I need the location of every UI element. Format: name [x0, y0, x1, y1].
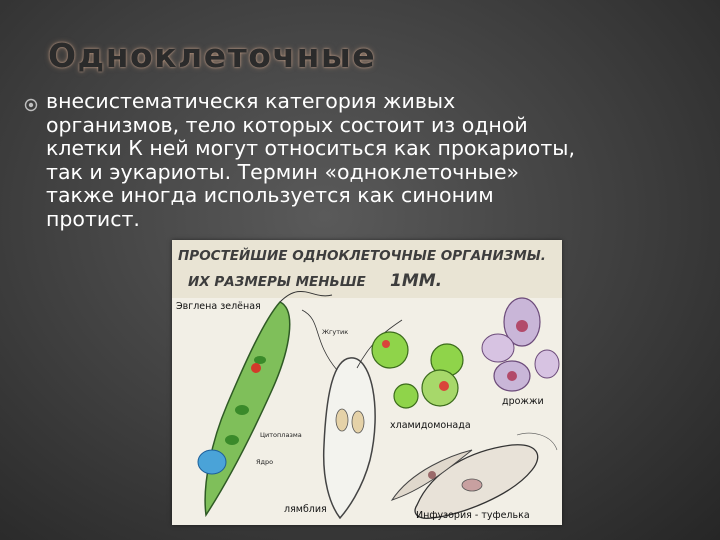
label-chlamydomonas: хламидомонада — [390, 420, 471, 431]
figure-heading-line1: ПРОСТЕЙШИЕ ОДНОКЛЕТОЧНЫЕ ОРГАНИЗМЫ. — [178, 248, 546, 264]
label-cytoplasm: Цитоплазма — [260, 431, 302, 439]
lamblia-cell-icon — [324, 358, 375, 518]
chlamydomonas-cell-icon — [372, 332, 408, 368]
label-paramecium: Инфузория - туфелька — [416, 510, 530, 521]
label-flagellum: Жгутик — [322, 328, 349, 336]
label-lamblia: лямблия — [284, 504, 327, 515]
figure-size-label: 1ММ. — [390, 271, 443, 291]
label-yeast: дрожжи — [502, 396, 544, 407]
label-nucleus: Ядро — [256, 458, 274, 466]
protozoa-illustration — [172, 240, 562, 525]
slide-body-text: внесистематическя категория живых организмов, тело которых состоит из одной клетки К ней могут относиться как прокариоты, так и эукариоты. Термин «одноклеточные» также иногда используется как синоним протист. — [46, 89, 575, 231]
figure-heading-line2: ИХ РАЗМЕРЫ МЕНЬШЕ — [188, 274, 366, 290]
label-euglena: Эвглена зелёная — [176, 301, 261, 312]
slide-title: Одноклеточные — [48, 36, 377, 75]
bullet-icon — [24, 98, 38, 112]
